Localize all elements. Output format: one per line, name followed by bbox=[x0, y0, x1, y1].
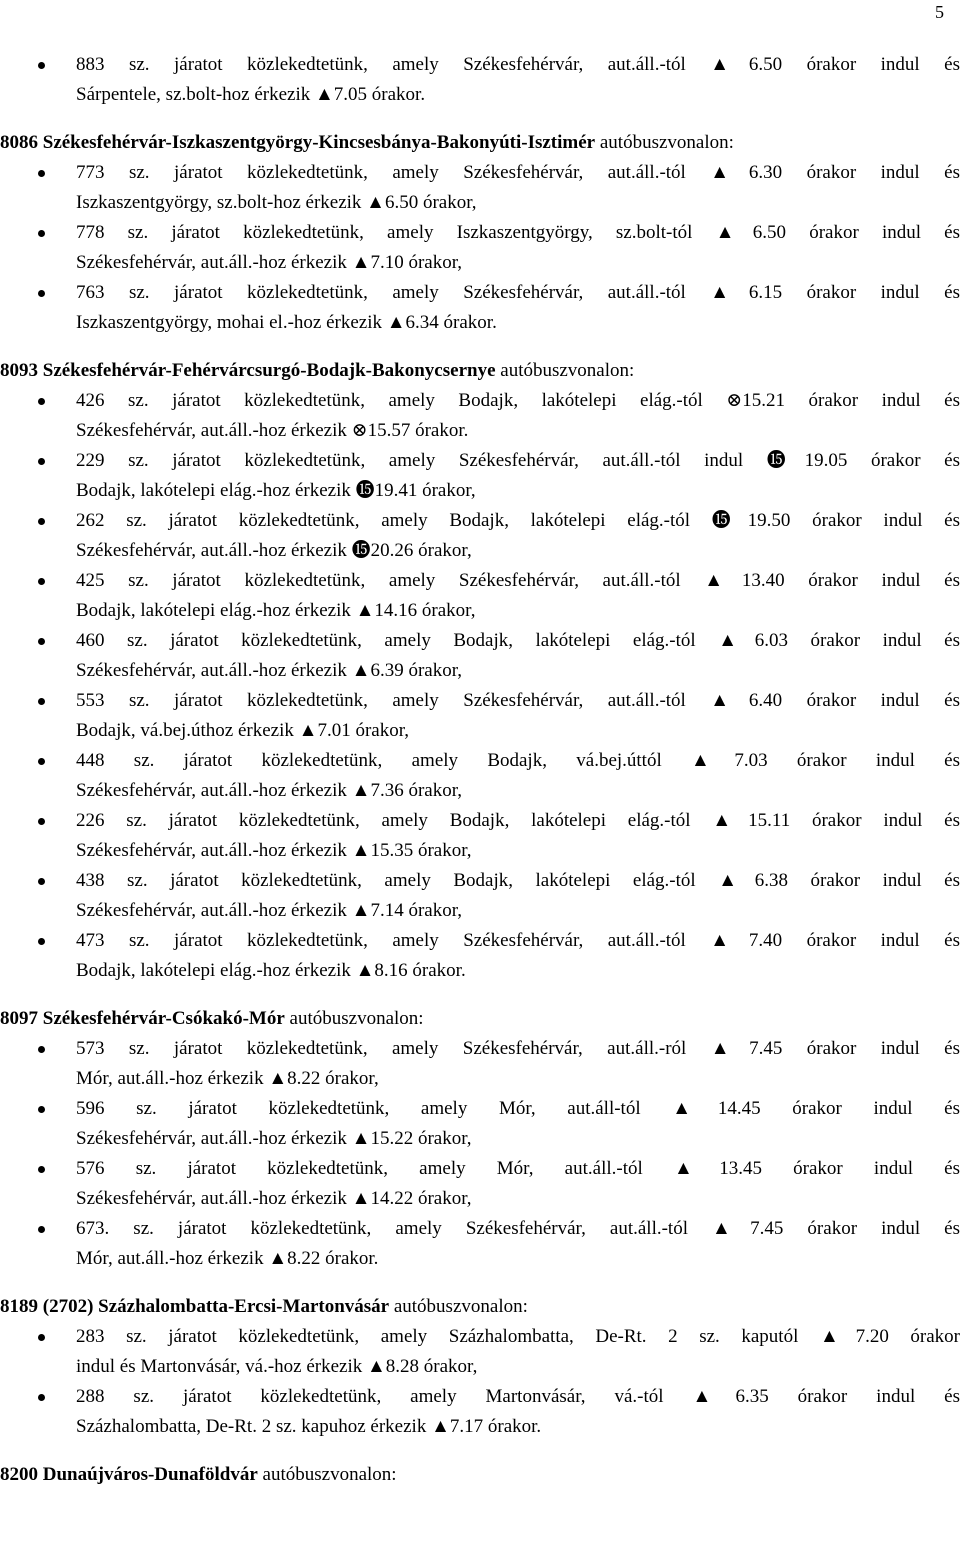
route-block-8086 bbox=[0, 128, 960, 338]
trip-item bbox=[30, 746, 960, 806]
trip-item bbox=[30, 1094, 960, 1154]
trip-item bbox=[30, 446, 960, 506]
trip-line-1: 283 sz. járatot közlekedtetünk, amely Százhalombatta, De-Rt. 2 sz. kaputól ▲7.20 órakor bbox=[76, 1326, 960, 1347]
intro-block bbox=[30, 50, 960, 110]
trip-line-2: Székesfehérvár, aut.áll.-hoz érkezik ▲7.14 órakor, bbox=[76, 900, 463, 921]
trip-line-2: Százhalombatta, De-Rt. 2 sz. kapuhoz érkezik ▲7.17 órakor. bbox=[76, 1416, 542, 1437]
trip-line-1: 438 sz. járatot közlekedtetünk, amely Bodajk, lakótelepi elág.-tól ▲6.38 órakor indul és bbox=[76, 870, 960, 891]
route-suffix: autóbuszvonalon: bbox=[500, 360, 635, 381]
bullet-icon bbox=[38, 398, 45, 405]
bullet-icon bbox=[38, 458, 45, 465]
route-block-8189 bbox=[0, 1292, 960, 1442]
bullet-icon bbox=[38, 170, 45, 177]
bullet-icon bbox=[38, 62, 45, 69]
trip-line-1: 553 sz. járatot közlekedtetünk, amely Székesfehérvár, aut.áll.-tól ▲6.40 órakor indul és bbox=[76, 690, 960, 711]
trip-line-2: Székesfehérvár, aut.áll.-hoz érkezik ▲7.10 órakor, bbox=[76, 252, 463, 273]
trip-item bbox=[30, 1034, 960, 1094]
route-suffix: autóbuszvonalon: bbox=[599, 132, 734, 153]
trip-line-1: 262 sz. járatot közlekedtetünk, amely Bodajk, lakótelepi elág.-tól ⓯19.50 órakor indul és bbox=[76, 510, 960, 531]
route-number: 8097 bbox=[0, 1008, 38, 1029]
trip-line-1: 573 sz. járatot közlekedtetünk, amely Székesfehérvár, aut.áll.-ról ▲7.45 órakor indul és bbox=[76, 1038, 960, 1059]
trip-line-2: Székesfehérvár, aut.áll.-hoz érkezik ▲14.22 órakor, bbox=[76, 1188, 472, 1209]
route-suffix: autóbuszvonalon: bbox=[289, 1008, 424, 1029]
bullet-icon bbox=[38, 938, 45, 945]
page-number: 5 bbox=[935, 2, 944, 22]
trip-line-1: 596 sz. járatot közlekedtetünk, amely Mór, aut.áll-tól ▲14.45 órakor indul és bbox=[76, 1098, 960, 1119]
trip-list bbox=[30, 158, 960, 338]
bullet-icon bbox=[38, 1226, 45, 1233]
route-block-8200 bbox=[0, 1460, 960, 1490]
trip-line-1: 576 sz. járatot közlekedtetünk, amely Mór, aut.áll.-tól ▲13.45 órakor indul és bbox=[76, 1158, 960, 1179]
trip-list bbox=[30, 386, 960, 986]
trip-line-1: 426 sz. járatot közlekedtetünk, amely Bodajk, lakótelepi elág.-tól ⊗15.21 órakor indul és bbox=[76, 390, 960, 411]
trip-item bbox=[30, 626, 960, 686]
route-heading bbox=[0, 1004, 960, 1034]
trip-item bbox=[30, 566, 960, 626]
trip-line-2: Sárpentele, sz.bolt-hoz érkezik ▲7.05 órakor. bbox=[76, 84, 426, 105]
trip-item bbox=[30, 506, 960, 566]
trip-item bbox=[30, 278, 960, 338]
bullet-icon bbox=[38, 518, 45, 525]
route-name: Székesfehérvár-Fehérvárcsurgó-Bodajk-Bakonycsernye bbox=[42, 360, 496, 381]
trip-line-1: 778 sz. járatot közlekedtetünk, amely Iszkaszentgyörgy, sz.bolt-tól ▲6.50 órakor indul és bbox=[76, 222, 960, 243]
bullet-icon bbox=[38, 698, 45, 705]
trip-line-1: 883 sz. járatot közlekedtetünk, amely Székesfehérvár, aut.áll.-tól ▲6.50 órakor indul és bbox=[76, 54, 960, 75]
trip-line-2: Székesfehérvár, aut.áll.-hoz érkezik ▲7.36 órakor, bbox=[76, 780, 463, 801]
bullet-icon bbox=[38, 818, 45, 825]
trip-line-1: 229 sz. járatot közlekedtetünk, amely Székesfehérvár, aut.áll.-tól indul ⓯19.05 órakor és bbox=[76, 450, 960, 471]
trip-line-2: Székesfehérvár, aut.áll.-hoz érkezik ▲6.39 órakor, bbox=[76, 660, 463, 681]
bullet-icon bbox=[38, 1394, 45, 1401]
bullet-icon bbox=[38, 1334, 45, 1341]
bullet-icon bbox=[38, 1166, 45, 1173]
route-name: Százhalombatta-Ercsi-Martonvásár bbox=[98, 1296, 390, 1317]
route-heading bbox=[0, 1460, 960, 1490]
route-number: 8093 bbox=[0, 360, 38, 381]
route-suffix: autóbuszvonalon: bbox=[262, 1464, 397, 1485]
trip-item bbox=[30, 1382, 960, 1442]
trip-item bbox=[30, 686, 960, 746]
trip-item bbox=[30, 806, 960, 866]
trip-line-2: Iszkaszentgyörgy, mohai el.-hoz érkezik ▲6.34 órakor. bbox=[76, 312, 497, 333]
trip-line-1: 448 sz. járatot közlekedtetünk, amely Bodajk, vá.bej.úttól ▲7.03 órakor indul és bbox=[76, 750, 960, 771]
trip-line-2: Bodajk, lakótelepi elág.-hoz érkezik ▲14.16 órakor, bbox=[76, 600, 476, 621]
route-heading bbox=[0, 1292, 960, 1322]
trip-item bbox=[30, 158, 960, 218]
trip-line-2: Bodajk, vá.bej.úthoz érkezik ▲7.01 órakor, bbox=[76, 720, 410, 741]
route-block-8097 bbox=[0, 1004, 960, 1274]
bullet-icon bbox=[38, 758, 45, 765]
bullet-icon bbox=[38, 878, 45, 885]
trip-line-2: Iszkaszentgyörgy, sz.bolt-hoz érkezik ▲6.50 órakor, bbox=[76, 192, 477, 213]
route-name: Székesfehérvár-Iszkaszentgyörgy-Kincsesbánya-Bakonyúti-Isztimér bbox=[42, 132, 596, 153]
route-heading bbox=[0, 128, 960, 158]
trip-line-1: 288 sz. járatot közlekedtetünk, amely Martonvásár, vá.-tól ▲6.35 órakor indul és bbox=[76, 1386, 960, 1407]
route-number: 8200 bbox=[0, 1464, 38, 1485]
route-name: Dunaújváros-Dunaföldvár bbox=[42, 1464, 258, 1485]
bullet-icon bbox=[38, 1106, 45, 1113]
trip-line-1: 226 sz. járatot közlekedtetünk, amely Bodajk, lakótelepi elág.-tól ▲15.11 órakor indul és bbox=[76, 810, 960, 831]
route-block-8093 bbox=[0, 356, 960, 986]
trip-line-2: Mór, aut.áll.-hoz érkezik ▲8.22 órakor, bbox=[76, 1068, 379, 1089]
bullet-icon bbox=[38, 638, 45, 645]
trip-list bbox=[30, 1034, 960, 1274]
route-heading bbox=[0, 356, 960, 386]
route-suffix: autóbuszvonalon: bbox=[393, 1296, 528, 1317]
trip-line-2: Mór, aut.áll.-hoz érkezik ▲8.22 órakor. bbox=[76, 1248, 379, 1269]
bullet-icon bbox=[38, 1046, 45, 1053]
trip-item bbox=[30, 1154, 960, 1214]
trip-item bbox=[30, 386, 960, 446]
trip-item bbox=[30, 866, 960, 926]
trip-line-1: 425 sz. járatot közlekedtetünk, amely Székesfehérvár, aut.áll.-tól ▲13.40 órakor indul és bbox=[76, 570, 960, 591]
trip-item bbox=[30, 218, 960, 278]
trip-line-1: 460 sz. járatot közlekedtetünk, amely Bodajk, lakótelepi elág.-tól ▲6.03 órakor indul és bbox=[76, 630, 960, 651]
document-body bbox=[0, 50, 960, 1508]
trip-item bbox=[30, 1322, 960, 1382]
trip-line-2: indul és Martonvásár, vá.-hoz érkezik ▲8.28 órakor, bbox=[76, 1356, 478, 1377]
trip-line-1: 773 sz. járatot közlekedtetünk, amely Székesfehérvár, aut.áll.-tól ▲6.30 órakor indul és bbox=[76, 162, 960, 183]
trip-list bbox=[30, 50, 960, 110]
trip-item bbox=[30, 50, 960, 110]
trip-list bbox=[30, 1322, 960, 1442]
bullet-icon bbox=[38, 290, 45, 297]
trip-line-1: 763 sz. járatot közlekedtetünk, amely Székesfehérvár, aut.áll.-tól ▲6.15 órakor indul és bbox=[76, 282, 960, 303]
route-number: 8086 bbox=[0, 132, 38, 153]
trip-line-1: 673. sz. járatot közlekedtetünk, amely Székesfehérvár, aut.áll.-tól ▲7.45 órakor indul és bbox=[76, 1218, 960, 1239]
bullet-icon bbox=[38, 230, 45, 237]
trip-line-2: Székesfehérvár, aut.áll.-hoz érkezik ⊗15.57 órakor. bbox=[76, 420, 469, 441]
trip-item bbox=[30, 926, 960, 986]
route-name: Székesfehérvár-Csókakó-Mór bbox=[42, 1008, 285, 1029]
trip-line-2: Bodajk, lakótelepi elág.-hoz érkezik ▲8.16 órakor. bbox=[76, 960, 466, 981]
bullet-icon bbox=[38, 578, 45, 585]
trip-line-2: Székesfehérvár, aut.áll.-hoz érkezik ▲15.35 órakor, bbox=[76, 840, 472, 861]
trip-line-2: Székesfehérvár, aut.áll.-hoz érkezik ⓯20.26 órakor, bbox=[76, 540, 472, 561]
trip-line-1: 473 sz. járatot közlekedtetünk, amely Székesfehérvár, aut.áll.-tól ▲7.40 órakor indul és bbox=[76, 930, 960, 951]
trip-line-2: Bodajk, lakótelepi elág.-hoz érkezik ⓯19.41 órakor, bbox=[76, 480, 476, 501]
route-number: 8189 (2702) bbox=[0, 1296, 94, 1317]
trip-item bbox=[30, 1214, 960, 1274]
trip-line-2: Székesfehérvár, aut.áll.-hoz érkezik ▲15.22 órakor, bbox=[76, 1128, 472, 1149]
